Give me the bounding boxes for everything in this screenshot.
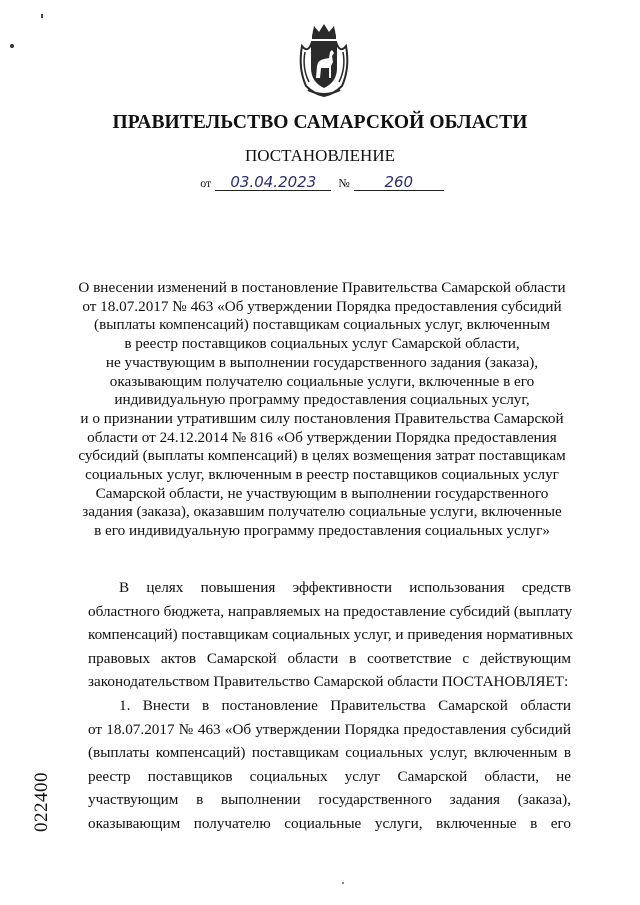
date-label: от: [200, 176, 212, 190]
coat-of-arms-emblem: [296, 22, 352, 98]
number-label: №: [338, 176, 350, 190]
scan-mark: [10, 44, 14, 48]
subject-line: области от 24.12.2014 № 816 «Об утверждении Порядка предоставления: [87, 428, 557, 446]
subject-line: в его индивидуальную программу предоставления социальных услуг»: [94, 522, 550, 540]
body-line: В целях повышения эффективности использования средств: [119, 579, 571, 596]
body-line: компенсаций) поставщикам социальных услуг, и приведения нормативных: [88, 626, 574, 644]
document-subject: [70, 279, 574, 541]
subject-line: и о признании утратившим силу постановления Правительства Самарской: [80, 409, 564, 427]
subject-line: (выплаты компенсаций) поставщикам социальных услуг, включенным: [94, 316, 550, 334]
body-line: правовых актов Самарской области в соответствие с действующим: [88, 649, 571, 667]
subject-line: О внесении изменений в постановление Правительства Самарской области: [78, 279, 566, 296]
subject-line: субсидий (выплаты компенсаций) в целях возмещения затрат поставщикам: [78, 447, 566, 465]
document-body: [88, 576, 574, 836]
subject-line: индивидуальную программу предоставления социальных услуг,: [114, 391, 530, 409]
subject-line: оказывающим получателю социальные услуги, включенные в его: [109, 372, 535, 390]
body-line: оказывающим получателю социальные услуги, включенные в его: [88, 814, 571, 832]
body-line: (выплаты компенсаций) поставщикам социальных услуг, включенным в: [88, 744, 571, 762]
document-type: ПОСТАНОВЛЕНИЕ: [244, 146, 395, 165]
subject-line: социальных услуг, включенным в реестр поставщиков социальных услуг: [85, 466, 559, 484]
scan-mark: [342, 882, 344, 884]
subject-line: Самарской области, не участвующим в выполнении государственного: [95, 484, 549, 502]
subject-line: задания (заказа), оказавшим получателю социальные услуги, включенные: [82, 503, 562, 521]
body-line: от 18.07.2017 № 463 «Об утверждении Порядка предоставления субсидий: [88, 720, 571, 738]
scan-mark: [41, 14, 43, 18]
subject-line: не участвующим в выполнении государственного задания (заказа),: [105, 353, 539, 371]
body-line: 1. Внести в постановление Правительства Самарской области: [119, 696, 571, 714]
body-line: областного бюджета, направляемых на предоставление субсидий (выплату: [88, 602, 573, 620]
subject-line: в реестр поставщиков социальных услуг Самарской области,: [124, 335, 520, 353]
body-line: реестр поставщиков социальных услуг Самарской области, не: [88, 767, 571, 785]
body-line: законодательством Правительство Самарской области ПОСТАНОВЛЯЕТ:: [88, 673, 569, 691]
subject-line: от 18.07.2017 № 463 «Об утверждении Порядка предоставления субсидий: [82, 297, 562, 315]
document-date-number: [0, 174, 640, 191]
document-number: 260: [354, 174, 444, 191]
form-serial-number: 022400: [31, 772, 52, 832]
government-title: ПРАВИТЕЛЬСТВО САМАРСКОЙ ОБЛАСТИ: [112, 112, 528, 133]
document-date: 03.04.2023: [215, 174, 331, 191]
body-line: участвующим в выполнении государственного задания (заказа),: [88, 791, 571, 809]
